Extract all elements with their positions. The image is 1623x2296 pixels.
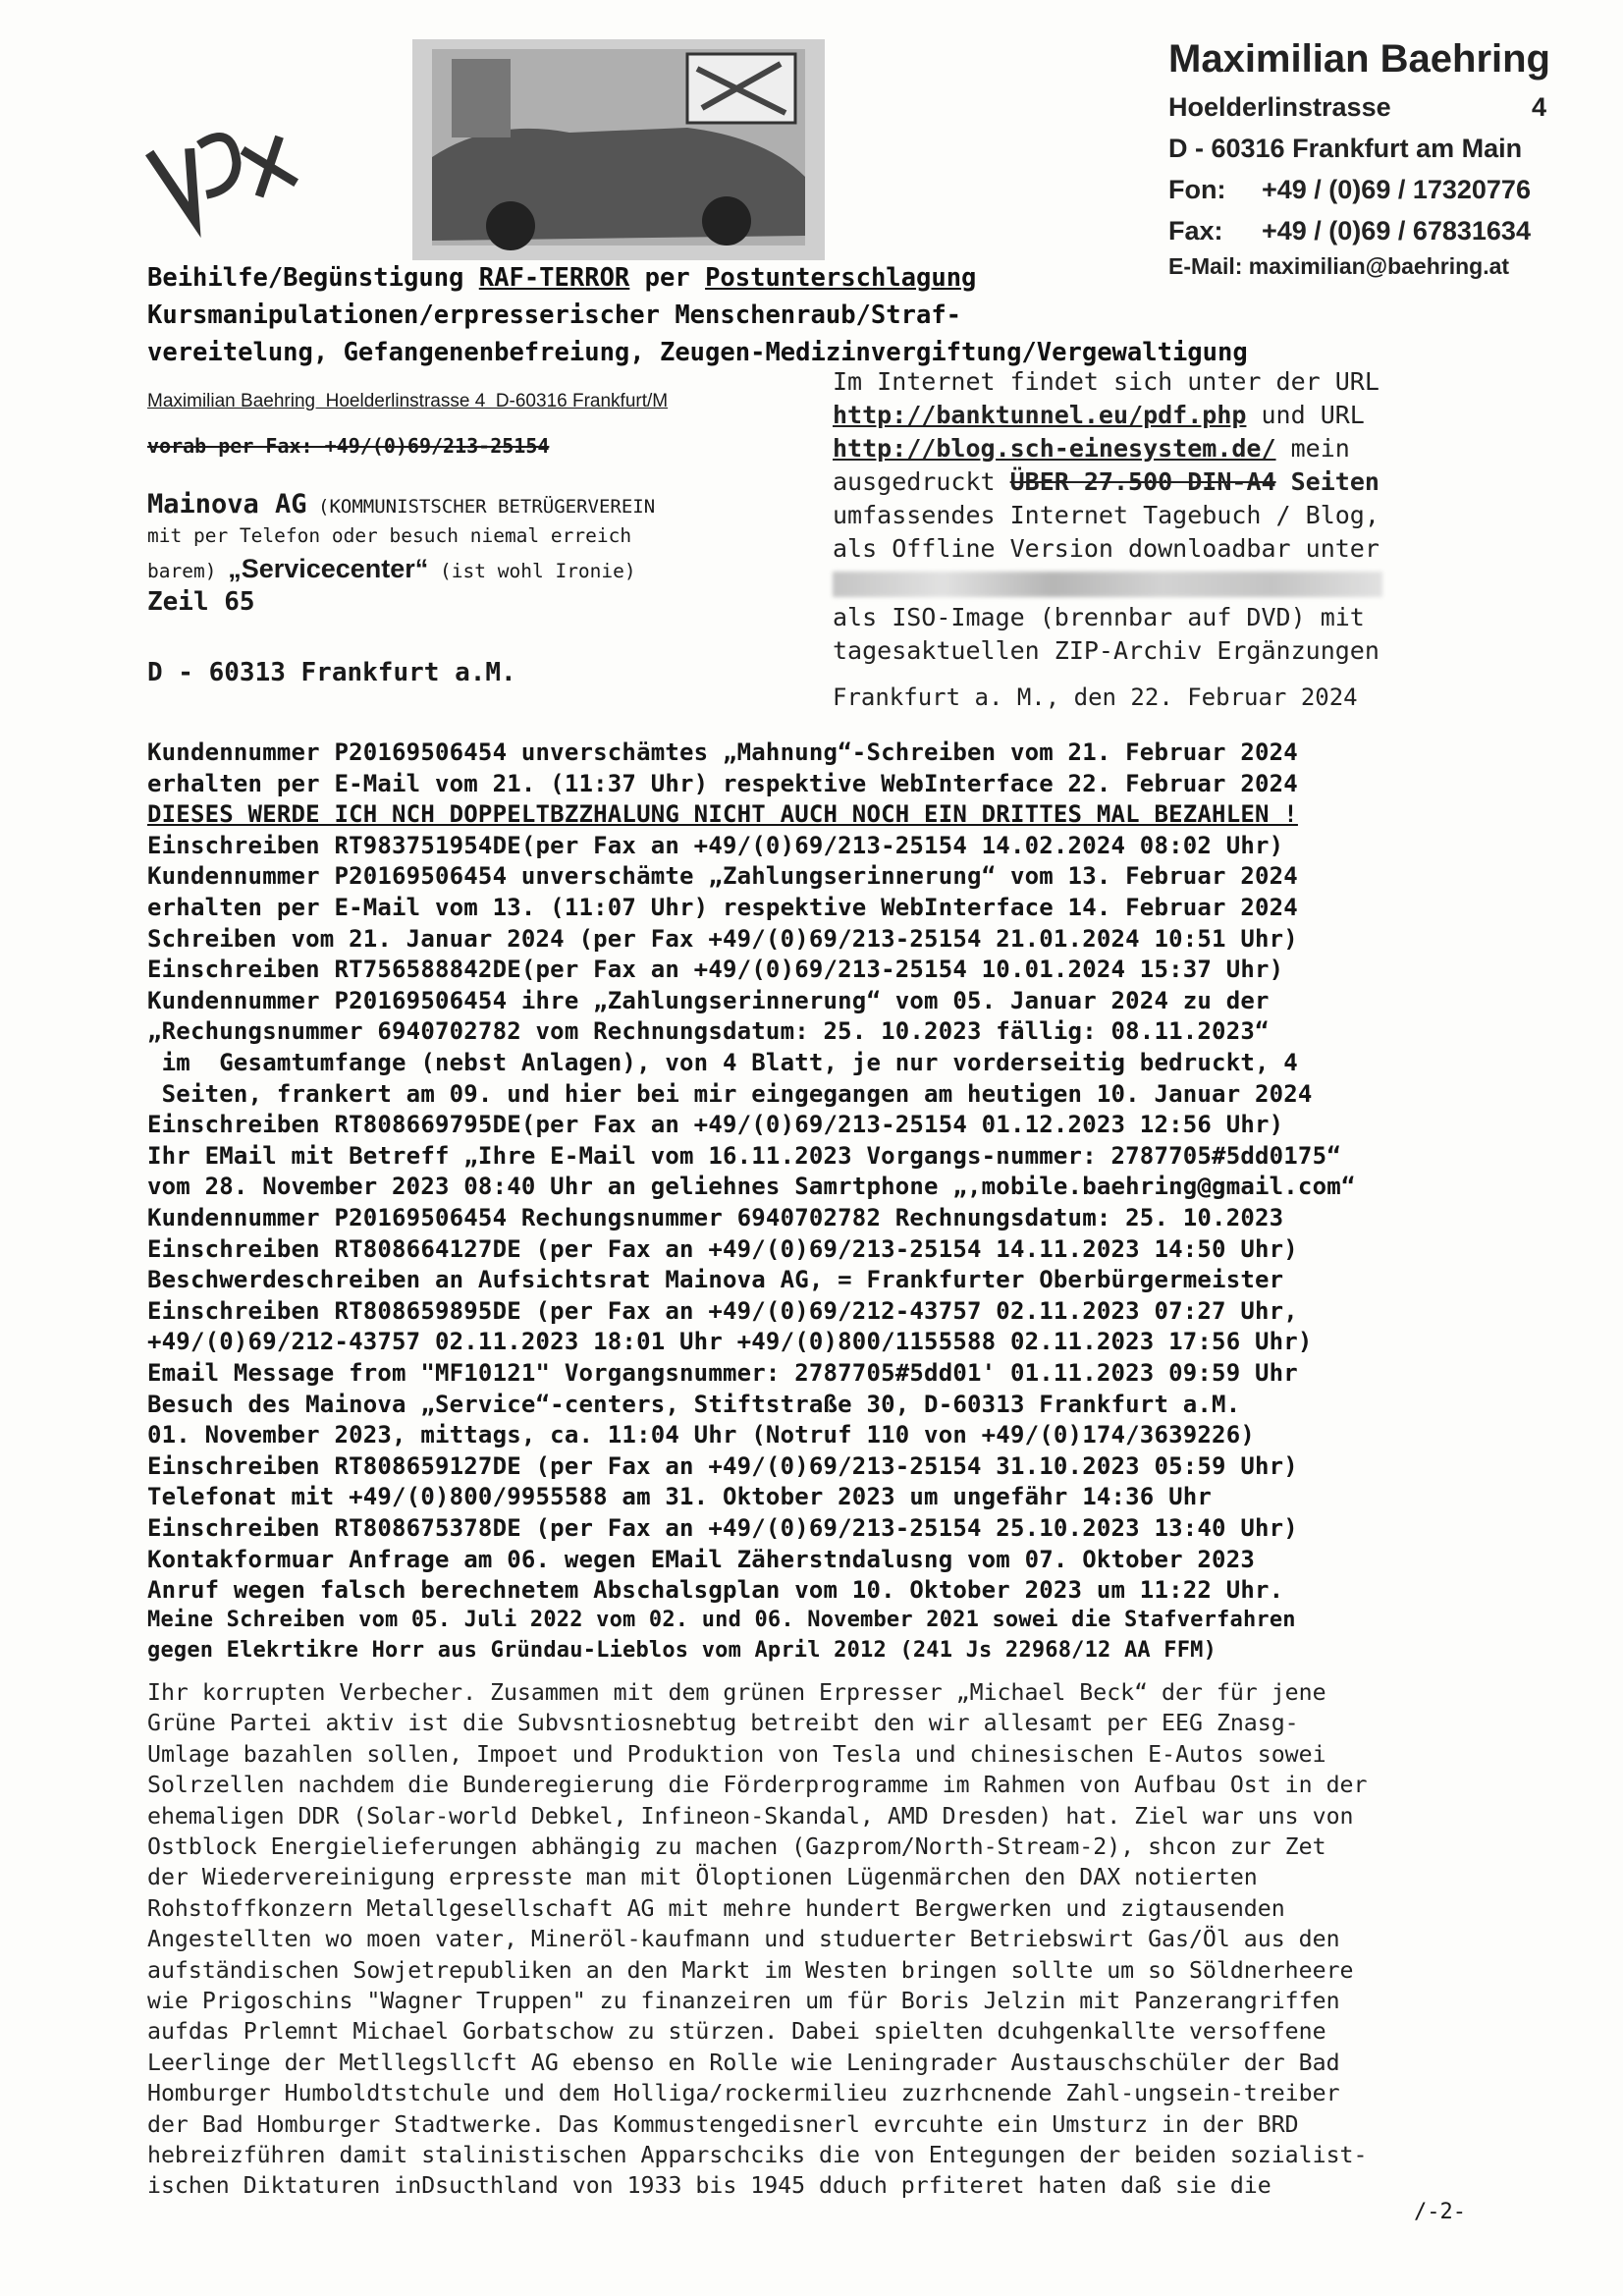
paragraph-line: der Bad Homburger Stadtwerke. Das Kommustengedisnerl evrcuhte ein Umsturz in der BRD	[147, 2110, 1299, 2138]
body-line: Einschreiben RT808669795DE(per Fax an +49/(0)69/213-25154 01.12.2023 12:56 Uhr)	[147, 1111, 1284, 1139]
body-line: erhalten per E-Mail vom 21. (11:37 Uhr) respektive WebInterface 22. Februar 2024	[147, 769, 1298, 797]
body-line: Einschreiben RT808659895DE (per Fax an +49/(0)69/212-43757 02.11.2023 07:27 Uhr,	[147, 1296, 1298, 1325]
recipient-company-line: Mainova AG (KOMMUNISTSCHER BETRÜGERVEREIN	[147, 489, 656, 519]
fax-note: vorab per Fax: +49/(0)69/213-25154	[147, 434, 550, 458]
redacted-url	[833, 572, 1382, 597]
headline-line-1: Beihilfe/Begünstigung RAF-TERROR per Postunterschlagung	[147, 263, 977, 293]
sender-fax: +49 / (0)69 / 67831634	[1262, 216, 1531, 246]
recipient-line-2: mit per Telefon oder besuch niemal erreich	[147, 524, 632, 547]
header-photo-collage	[137, 39, 825, 260]
body-line: Kundennummer P20169506454 Rechungsnummer 6940702782 Rechnungsdatum: 25. 10.2023	[147, 1204, 1284, 1231]
body-line: Meine Schreiben vom 05. Juli 2022 vom 02. und 06. November 2021 sowei die Stafverfahren	[147, 1607, 1296, 1632]
body-line: Beschwerdeschreiben an Aufsichtsrat Mainova AG, = Frankfurter Oberbürgermeister	[147, 1266, 1284, 1294]
paragraph-line: Ostblock Energielieferungen abhängig zu machen (Gazprom/North-Stream-2), shcon zur Zet	[147, 1833, 1326, 1860]
body-line: Telefonat mit +49/(0)800/9955588 am 31. Oktober 2023 um ungefähr 14:36 Uhr	[147, 1483, 1213, 1511]
paragraph-line: der Wiedervereinigung erpresste man mit Öloptionen Lügenmärchen den DAX notierten	[147, 1864, 1258, 1891]
sender-email: E-Mail: maximilian@baehring.at	[1168, 253, 1510, 279]
sender-house-number: 4	[1532, 92, 1547, 122]
body-line: Kundennummer P20169506454 ihre „Zahlungserinnerung“ vom 05. Januar 2024 zu der	[147, 986, 1270, 1014]
paragraph-line: Grüne Partei aktiv ist die Subvsntiosnebtug betreibt den wir allesamt per EEG Znasg-	[147, 1710, 1299, 1737]
paragraph-line: hebreizführen damit stalinistischen Apparschciks die von Entegungen der beiden sozialist-	[147, 2142, 1368, 2168]
return-address: Maximilian Baehring Hoelderlinstrasse 4 D-60316 Frankfurt/M	[147, 391, 669, 411]
internet-line-6: als Offline Version downloadbar unter	[833, 534, 1380, 563]
paragraph-line: Angestellten wo moen vater, Mineröl-kaufmann und studuerter Betriebswirt Gas/Öl aus den	[147, 1926, 1340, 1953]
paragraph-line: Ihr korrupten Verbecher. Zusammen mit dem grünen Erpresser „Michael Beck“ der für jene	[147, 1679, 1326, 1706]
body-line: Schreiben vom 21. Januar 2024 (per Fax +49/(0)69/213-25154 21.01.2024 10:51 Uhr)	[147, 924, 1298, 953]
paragraph-line: ischen Diktaturen inDsucthland von 1933 bis 1945 dduch prfiteret haten daß sie die	[147, 2172, 1271, 2200]
body-line: +49/(0)69/212-43757 02.11.2023 18:01 Uhr +49/(0)800/1155588 02.11.2023 17:56 Uhr)	[147, 1328, 1313, 1356]
paragraph-line: Homburger Humboldtstchule und dem Holliga/rockermilieu zuzrhcnende Zahl-ungsein-treiber	[147, 2080, 1340, 2107]
paragraph-line: Umlage bazahlen sollen, Impoet und Produktion von Tesla und chinesischen E-Autos sowei	[147, 1740, 1326, 1768]
internet-line-7: als ISO-Image (brennbar auf DVD) mit	[833, 603, 1365, 631]
body-line: Einschreiben RT756588842DE(per Fax an +49/(0)69/213-25154 10.01.2024 15:37 Uhr)	[147, 956, 1284, 984]
recipient-city: D - 60313 Frankfurt a.M.	[147, 658, 516, 687]
sender-phone: +49 / (0)69 / 17320776	[1262, 175, 1531, 204]
page-number: /-2-	[1414, 2200, 1466, 2224]
body-line: Kundennummer P20169506454 unverschämte „Zahlungserinnerung“ vom 13. Februar 2024	[147, 862, 1298, 891]
body-line: Ihr EMail mit Betreff „Ihre E-Mail vom 16.11.2023 Vorgangs-nummer: 2787705#5dd0175“	[147, 1141, 1341, 1170]
body-line: 01. November 2023, mittags, ca. 11:04 Uhr (Notruf 110 von +49/(0)174/3639226)	[147, 1421, 1255, 1449]
body-line: Einschreiben RT983751954DE(per Fax an +49/(0)69/213-25154 14.02.2024 08:02 Uhr)	[147, 831, 1284, 859]
sender-name: Maximilian Baehring	[1168, 37, 1550, 81]
internet-line-4: ausgedruckt ÜBER 27.500 DIN-A4 Seiten	[833, 467, 1380, 496]
sender-phone-label: Fon:	[1168, 175, 1226, 204]
body-line: Email Message from "MF10121" Vorgangsnummer: 2787705#5dd01' 01.11.2023 09:59 Uhr	[147, 1359, 1298, 1387]
internet-line-3: http://blog.sch-einesystem.de/ mein	[833, 434, 1350, 463]
date-line: Frankfurt a. M., den 22. Februar 2024	[833, 683, 1358, 711]
body-line: „Rechungsnummer 6940702782 vom Rechnungsdatum: 25. 10.2023 fällig: 08.11.2023“	[147, 1017, 1270, 1046]
body-line: DIESES WERDE ICH NCH DOPPELTBZZHALUNG NICHT AUCH NOCH EIN DRITTES MAL BEZAHLEN !	[147, 800, 1298, 829]
sender-city: D - 60316 Frankfurt am Main	[1168, 134, 1523, 163]
body-line: Seiten, frankert am 09. und hier bei mir eingegangen am heutigen 10. Januar 2024	[147, 1079, 1313, 1108]
sender-fax-label: Fax:	[1168, 216, 1223, 246]
paragraph-line: Leerlinge der Metllegsllcft AG ebenso en Rolle wie Leningrader Austauschschüler der Bad	[147, 2049, 1340, 2076]
recipient-line-3: barem) „Servicecenter“ (ist wohl Ironie)	[147, 554, 636, 583]
internet-line-5: umfassendes Internet Tagebuch / Blog,	[833, 501, 1380, 529]
headline-line-3: vereitelung, Gefangenenbefreiung, Zeugen-Medizinvergiftung/Vergewaltigung	[147, 338, 1248, 367]
paragraph-line: ehemaligen DDR (Solar-world Debkel, Infineon-Skandal, AMD Dresden) hat. Ziel war uns von	[147, 1802, 1354, 1830]
body-line: Besuch des Mainova „Service“-centers, Stiftstraße 30, D-60313 Frankfurt a.M.	[147, 1390, 1241, 1418]
sender-street: Hoelderlinstrasse	[1168, 92, 1391, 122]
body-line: vom 28. November 2023 08:40 Uhr an geliehnes Samrtphone „,mobile.baehring@gmail.com“	[147, 1173, 1356, 1201]
internet-line-1: Im Internet findet sich unter der URL	[833, 367, 1380, 396]
banktunnel-link[interactable]: http://banktunnel.eu/pdf.php	[833, 401, 1247, 429]
blog-link[interactable]: http://blog.sch-einesystem.de/	[833, 434, 1276, 463]
body-line: Einschreiben RT808664127DE (per Fax an +49/(0)69/213-25154 14.11.2023 14:50 Uhr)	[147, 1234, 1298, 1263]
internet-line-8: tagesaktuellen ZIP-Archiv Ergänzungen	[833, 636, 1380, 665]
body-line: Kontakformuar Anfrage am 06. wegen EMail Zäherstndalusng vom 07. Oktober 2023	[147, 1545, 1255, 1573]
recipient-street: Zeil 65	[147, 587, 255, 617]
paragraph-line: Rohstoffkonzern Metallgesellschaft AG mit mehre hundert Bergwerken und zigtausenden	[147, 1894, 1285, 1922]
body-line: im Gesamtumfange (nebst Anlagen), von 4 Blatt, je nur vorderseitig bedruckt, 4	[147, 1049, 1298, 1076]
internet-line-2: http://banktunnel.eu/pdf.php und URL	[833, 401, 1365, 429]
body-line: Anruf wegen falsch berechnetem Abschalsgplan vom 10. Oktober 2023 um 11:22 Uhr.	[147, 1576, 1284, 1605]
body-line: gegen Elekrtikre Horr aus Gründau-Lieblos vom April 2012 (241 Js 22968/12 AA FFM)	[147, 1638, 1217, 1664]
body-line: Einschreiben RT808675378DE (per Fax an +49/(0)69/213-25154 25.10.2023 13:40 Uhr)	[147, 1514, 1298, 1542]
paragraph-line: aufdas Prlemnt Michael Gorbatschow zu stürzen. Dabei spielten dcuhgenkallte versoffene	[147, 2018, 1326, 2046]
body-line: Kundennummer P20169506454 unverschämtes „Mahnung“-Schreiben vom 21. Februar 2024	[147, 738, 1298, 766]
paragraph-line: aufständischen Sowjetrepubliken an den Markt im Westen bringen sollte um so Söldnerheere	[147, 1956, 1354, 1984]
paragraph-line: Solrzellen nachdem die Bunderegierung die Förderprogramme im Rahmen von Aufbau Ost in der	[147, 1772, 1368, 1799]
paragraph-line: wie Prigoschins "Wagner Truppen" zu finanzeiren um für Boris Jelzin mit Panzerangriffen	[147, 1988, 1340, 2014]
body-line: Einschreiben RT808659127DE (per Fax an +49/(0)69/213-25154 31.10.2023 05:59 Uhr)	[147, 1451, 1298, 1480]
body-line: erhalten per E-Mail vom 13. (11:07 Uhr) respektive WebInterface 14. Februar 2024	[147, 894, 1298, 921]
headline-line-2: Kursmanipulationen/erpresserischer Menschenraub/Straf-	[147, 301, 962, 330]
